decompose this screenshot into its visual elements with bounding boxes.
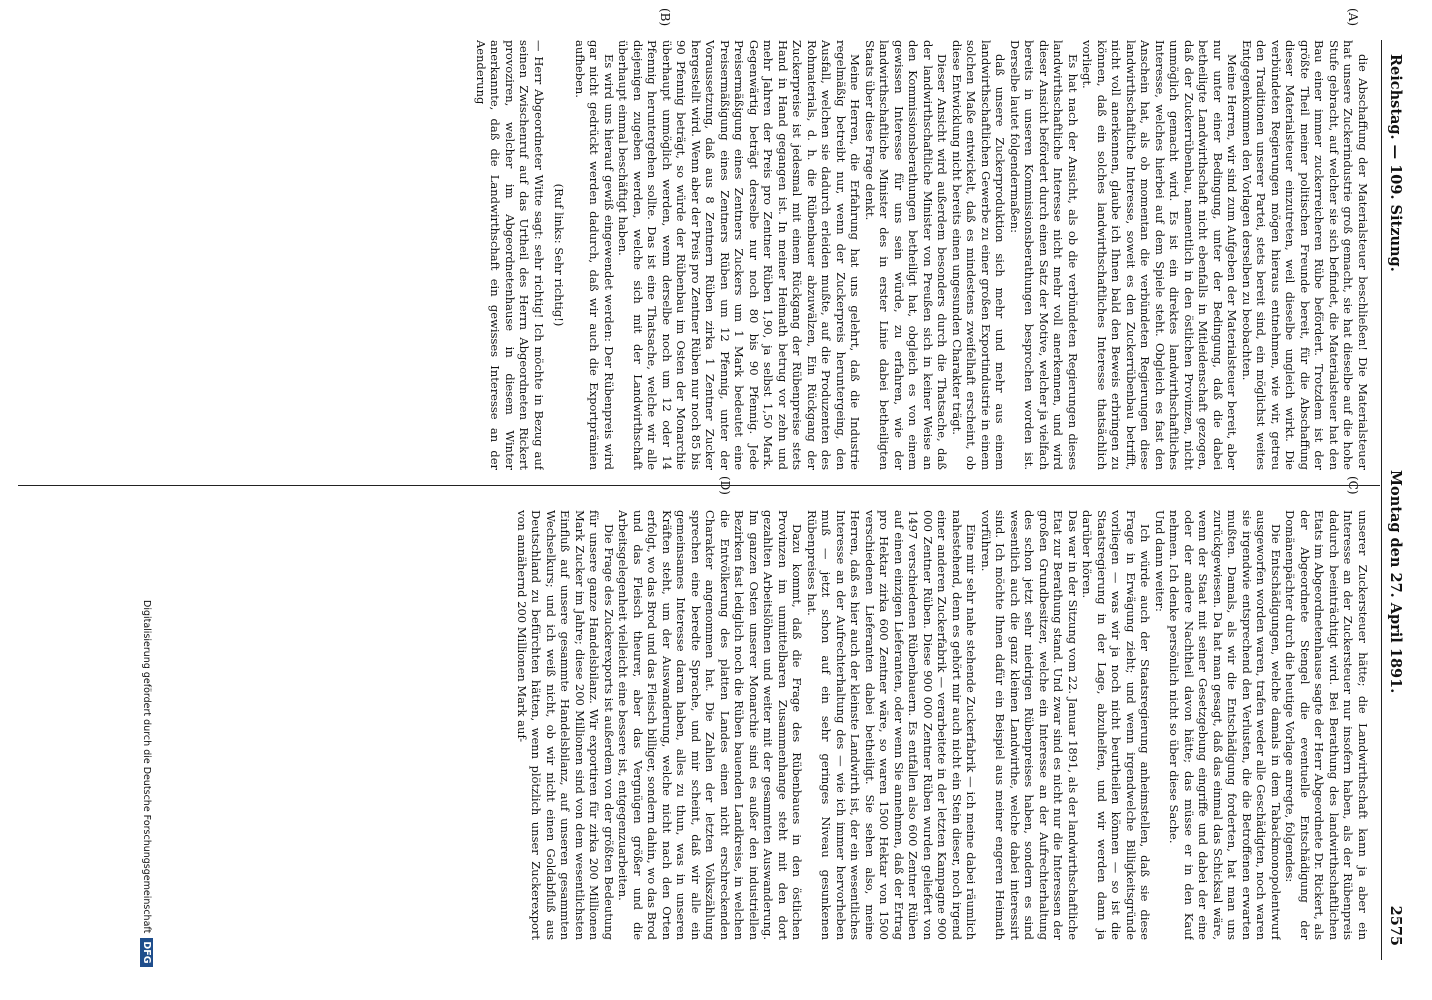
- margin-letter-a: (A): [1346, 8, 1360, 27]
- page-header: [1381, 40, 1412, 960]
- paragraph: Es hat nach der Ansicht, als ob die verbündeten Regierungen dieses landwirthschaftliche Interesse nicht mehr voll anerkennen, und wird dieser Ansicht befördert durch einen Satz der Motive, welcher ja vielfach bereits in unseren Kommissionsberathungen besprochen worden ist. Derselbe lautet folgendermaßen:: [1008, 40, 1080, 470]
- digitization-credit: [141, 600, 152, 967]
- paragraph: Eine mir sehr nahe stehende Zuckerfabrik — ich meine dabei räumlich nahestehend, denn es gehört mir auch nicht ein Stein dieser, noch irgend einer anderen Zuckerfabrik — verarbeitete in der letzten Kampagne 900 000 Zentner Rüben. Diese 900 000 Zentner Rüben wurden geliefert von 1497 verschiedenen Rübenbauern. Es entfallen also 600 Zentner Rüben auf einen einzigen Lieferanten, oder wenn Sie annehmen, daß der Ertrag pro Hektar zirka 600 Zentner wäre, so waren 1500 Hektar von 1500 verschiedenen Lieferanten dabei betheiligt. Sie sehen also, meine Herren, daß es hier auch der kleinste Landwirth ist, der ein wesentliches Interesse an der Aufrechterhaltung des — wie ich immer hervorheben muß — jetzt schon auf ein sehr geringes Niveau gesunkenen Rübenpreises hat.: [805, 510, 979, 940]
- paragraph: Das war in der Sitzung vom 22. Januar 1891, als der landwirthschaftliche Etat zur Berathung stand. Und zwar sind es nicht nur die Interessen der großen Grundbesitzer, welche ein Interesse an der Aufrechterhaltung des schon jetzt sehr niedrigen Rübenpreises haben, sondern es sind wesentlich auch die ganz kleinen Landwirthe, welche dabei interessirt sind. Ich möchte Ihnen dafür ein Beispiel aus meiner engeren Heimath vorführen.: [979, 510, 1080, 940]
- paragraph: — Herr Abgeordneter Witte sagt: sehr richtig! Ich möchte in Bezug auf seinen Zwischenruf auf das Urtheil des Herrn Abgeordneten Rickert provoziren, welcher im Abgeordnetenhause in diesem Winter anerkannte, daß die Landwirthschaft ein gewisses Interesse an der Aenderung: [474, 40, 546, 470]
- paragraph: Meine Herren, wir sind zum Aufgeben der Materialsteuer bereit, aber nur unter einer Bedingung, unter der Bedingung, daß die dabei betheiligte Landwirthschaft nicht ebenfalls in Mitleidenschaft gezogen, daß der Zuckerrübenbau, namentlich in den östlichen Provinzen, nicht unmöglich gemacht wird. Es ist ein direktes landwirthschaftliches Interesse, welches hierbei auf dem Spiele steht. Obgleich es fast den Anschein hat, als ob momentan die verbündeten Regierungen diese landwirthschaftliche Interesse, soweit es den Zuckerrübenbau betrifft, nicht voll anerkennen, glaube ich Ihnen bald den Beweis erbringen zu können, daß ein solches landwirthschaftliches Interesse thatsächlich vorliegt.: [1080, 40, 1240, 470]
- paragraph: die Abschaffung der Materialsteuer beschließen! Die Materialsteuer hat unsere Zuckerindustrie groß gemacht, sie hat dieselbe auf die hohe Stufe gebracht, auf welcher sie sich befindet, die Materialsteuer hat den Bau einer immer zuckerreicheren Rübe befördert. Trotzdem ist der größte Theil meiner politischen Freunde bereit, für die Abschaffung dieser Materialsteuer einzutreten, weil dieselbe ungleich wirkt. Die verbündeten Regierungen mögen hieraus entnehmen, wie wir, getreu den Traditionen unserer Partei, stets bereit sind, ein möglichst weites Entgegenkommen den Vorlagen derselben zu beobachten.: [1240, 40, 1370, 470]
- paragraph: Und dann weiter:: [1153, 510, 1167, 612]
- paragraph: Die Entschädigungen, welche damals in dem Tabackmonopolentwurf ausgeworfen worden waren, trafen weder alle Geschädigten, noch waren sie irgendwie entsprechend den Verlusten, die die Betroffenen erwarten mußten. Damals, als wir die Entschädigung forderten, hat man uns zurückgewiesen. Da hat man gesagt, daß das einmal das Schicksal wäre, wenn der Staat mit seiner Gesetzgebung eingriffe und dabei der eine oder der andere Nachtheil davon hätte; das müsse er in den Kauf nehmen. Ich denke persönlich nicht so über diese Sache.: [1167, 510, 1283, 940]
- paragraph: Meine Herren, die Erfahrung hat uns gelehrt, daß die Industrie regelmäßig betreibt nur, wenn der Zuckerpreis heruntergeing, den Ausfall, welchen sie dadurch erleiden mußte, auf die Produzenten des Rohmaterials, d. h. die Rübenbauer abzuwälzen, Ein Rückgang der Zuckerpreise ist jedesmal mit einem Rückgang der Rübenpreise stets Hand in Hand gegangen ist. In meiner Heimath betrug vor zehn und mehr Jahren der Preis pro Zentner Rüben 1,90, ja selbst 1,50 Mark. Gegenwärtig beträgt derselbe nur noch 80 bis 90 Pfennig. Jede Preisermäßigung eines Zentners Zuckers um 1 Mark bedeutet eine Preisermäßigung eines Zentners Rüben um 12 Pfennig, unter der Voraussetzung, daß aus 8 Zentnern Rüben zirka 1 Zentner Zucker hergestellt wird. Wenn aber der Preis pro Zentner Rüben nur noch 85 bis 90 Pfennig beträgt, so würde der Rübenbau im Osten der Monarchie überhaupt unmöglich werden, wenn derselbe noch um 12 oder 14 Pfennig heruntergehen sollte. Das ist eine Thatsache, welche wir alle diejenigen zugeben werden, welche sich mit der Landwirthschaft überhaupt einmal beschäftigt haben.: [616, 40, 863, 470]
- column-divider: [18, 485, 1380, 486]
- page-number: 2575: [1387, 905, 1404, 946]
- header-left: Reichstag. — 109. Sitzung.: [1387, 54, 1404, 272]
- paragraph: Dieser Ansicht wird außerdem besonders durch die Thatsache, daß der landwirthschaftliche Minister von Preußen sich in keiner Weise an den Kommissionsberathungen betheiligt hat, obgleich es von einem gewissen Interesse für uns sein würde, zu erfahren, wie der landwirthschaftliche Minister des in erster Linie dabei betheiligten Staats über diese Frage denkt.: [863, 40, 950, 470]
- paragraph: Es wird uns hierauf gewiß eingewendet werden: Der Rübenpreis wird gar nicht gedrückt werden dadurch, daß wir auch die Exportprämien aufheben.: [573, 40, 616, 470]
- dfg-logo: DFG: [140, 938, 153, 966]
- paragraph: daß unsere Zuckerproduktion sich mehr und mehr aus einem landwirthschaftlichen Gewerbe zu einer großen Exportindustrie in einem solchen Maße entwickelt, daß es mindestens zweifelhaft erscheint, ob diese Entwicklung nicht bereits einen ungesunden Charakter trägt.: [950, 40, 1008, 470]
- paragraph: Die Frage des Zuckerexports ist außerdem von der größten Bedeutung für unsere ganze Handelsbilanz. Wir exportiren für zirka 200 Millionen Mark Zucker im Jahre; diese 200 Millionen sind von dem wesentlichsten Einfluß auf unsere gesammte Handelsbilanz, auf unseren gesammten Wechselkurs; und ich weiß nicht, ob wir nicht einen Goldabfluß aus Deutschland zu befürchten hätten, wenn plötzlich unser Zuckerexport von annähernd 200 Millionen Mark auf-: [515, 510, 616, 940]
- header-date: Montag den 27. April 1891.: [1387, 470, 1404, 694]
- paragraph: (Ruf links: Sehr richtig!): [552, 183, 567, 327]
- margin-letter-d: (D): [718, 476, 732, 495]
- left-column: [18, 40, 1370, 470]
- paragraph: Ich würde auch der Staatsregierung anheimstellen, daß sie diese Frage in Erwägung zieht; und wenn irgendwelche Billigkeitsgründe vorliegen — was wir ja noch nicht beurtheilen können — so ist die Staatsregierung in der Lage, abzuhelfen, und wir werden dann ja darüber hören.: [1080, 510, 1153, 940]
- right-column: [18, 510, 1370, 940]
- paragraph: unserer Zuckersteuer hätte; die Landwirthschaft kann ja aber ein Interesse an der Zuckersteuer nur insofern haben, als der Rübenpreis dadurch beeinträchtigt wird. Bei Berathung des landwirthschaftlichen Etats im Abgeordnetenhause sagte der Herr Abgeordnete Dr. Rickert, als der Abgeordnete Stengel die eventuelle Entschädigung der Domänenpächter durch die heutige Vorlage anregte, folgendes:: [1283, 510, 1370, 940]
- margin-letter-c: (C): [1346, 476, 1360, 495]
- credit-text: Digitalisierung gefördert durch die Deutsche Forschungsgemeinschaft: [141, 600, 152, 934]
- paragraph: Dazu kommt, daß die Frage des Rübenbaues in den östlichen Provinzen im unmittelbaren Zusammenhange steht mit den dort gezahlten Arbeitslöhnen und weiter mit der gesammten Auswanderung. Im ganzen Osten unserer Monarchie sind es außer den industriellen Bezirken fast lediglich noch die Rüben bauenden Landkreise, in welchen die Entvölkerung des platten Landes einen nicht erschreckenden Charakter angenommen hat. Die Zahlen der letzten Volkszählung sprechen eine beredte Sprache, und mir scheint, daß wir alle ein gemeinsames Interesse daran haben, alles zu thun, was in unseren Kräften steht, um der Auswanderung, welche nicht nach den Orten erfolgt, wo das Brod und das Fleisch billiger, sondern dahin, wo das Brod und das Fleisch theurer, aber das Vergnügen größer und die Arbeitsgelegenheit vielleicht eine bessere ist, entgegenzuarbeiten.: [616, 510, 805, 940]
- margin-letter-b: (B): [658, 8, 672, 27]
